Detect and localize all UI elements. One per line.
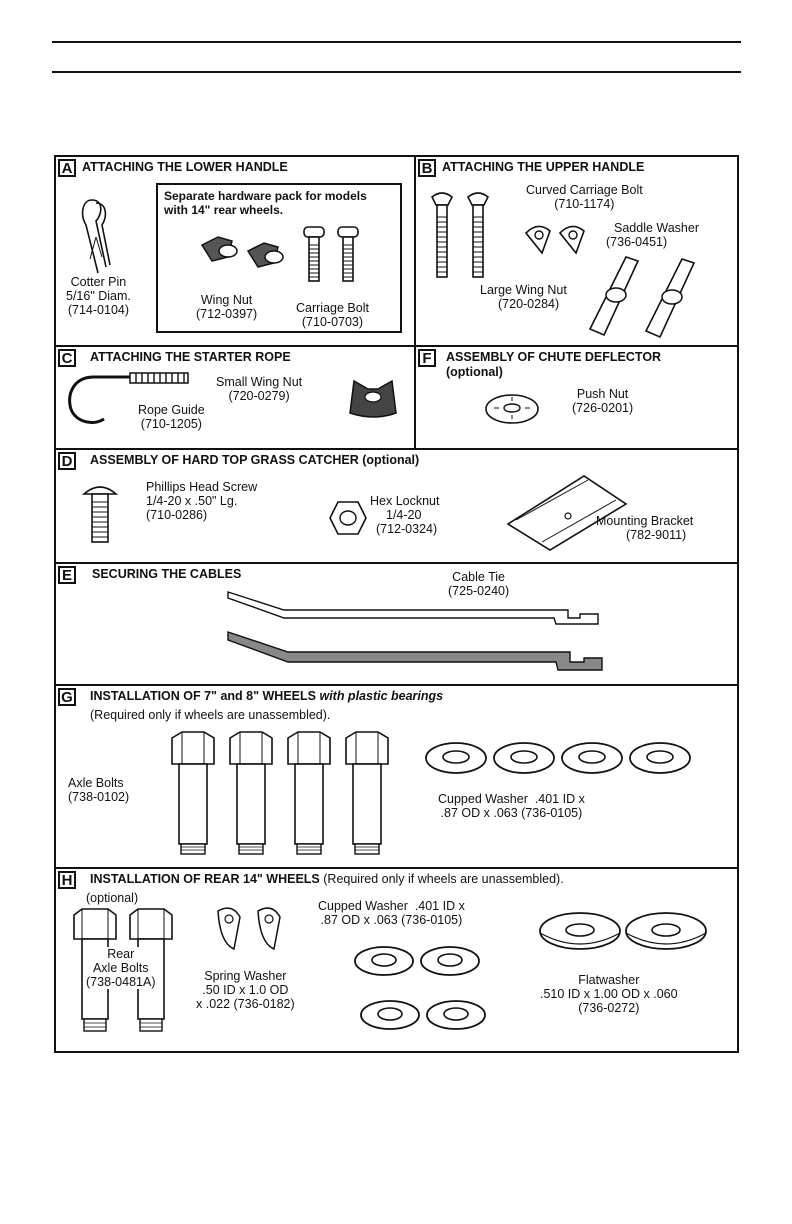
saddle-washer-drawing: [522, 219, 592, 259]
cable-tie-label: Cable Tie (725-0240): [448, 570, 510, 598]
small-wing-nut-drawing: [344, 373, 404, 423]
carriage-bolt-drawing: [300, 223, 370, 287]
panel-c-title: ATTACHING THE STARTER ROPE: [90, 350, 291, 364]
panel-f-subtitle: (optional): [446, 365, 503, 379]
mounting-bracket-pn: (782-9011): [626, 528, 687, 542]
flatwasher-label: Flatwasher .510 ID x 1.00 OD x .060 (736-0272): [540, 973, 678, 1015]
axle-bolts-drawing: [168, 732, 388, 860]
phillips-screw-drawing: [80, 480, 120, 546]
cable-tie-drawing: [224, 588, 614, 678]
cotter-pin-label: Cotter Pin 5/16" Diam. (714-0104): [66, 275, 131, 317]
large-wing-nut-label: Large Wing Nut: [480, 283, 567, 297]
phillips-screw-label: Phillips Head Screw 1/4-20 x .50" Lg. (710-0286): [146, 480, 258, 522]
hex-locknut-size: 1/4-20: [386, 508, 422, 522]
panel-g-subtitle: (Required only if wheels are unassembled).: [90, 708, 331, 722]
panel-g-title-italic: with plastic bearings: [319, 689, 444, 703]
panel-h-title: [90, 872, 564, 886]
wing-nut-drawing: [198, 227, 298, 277]
panel-a: [56, 157, 416, 347]
panel-g: [56, 686, 737, 869]
panel-e: [56, 564, 737, 686]
large-wing-nut-drawing: [586, 249, 736, 339]
large-wing-nut-pn: (720-0284): [498, 297, 560, 311]
push-nut-drawing: [484, 391, 544, 427]
curved-carriage-bolt-drawing: [428, 187, 498, 283]
panel-g-letter: G: [58, 688, 76, 706]
panel-h-optional: (optional): [86, 891, 139, 905]
panel-b: [416, 157, 737, 347]
hex-locknut-label: Hex Locknut: [370, 494, 440, 508]
hex-locknut-drawing: [328, 498, 368, 538]
rear-axle-bolts-label: Rear Axle Bolts (738-0481A): [86, 947, 156, 989]
flatwashers-drawing: [538, 907, 718, 959]
inset-hardware-pack: [156, 183, 402, 333]
spring-washers-drawing: [212, 903, 292, 959]
panel-c: [56, 347, 416, 450]
panel-h-letter: H: [58, 871, 76, 889]
panel-g-title-main: INSTALLATION OF 7" and 8" WHEELS: [90, 689, 316, 703]
panel-b-title: ATTACHING THE UPPER HANDLE: [442, 160, 645, 174]
panel-b-letter: B: [418, 159, 436, 177]
small-wing-nut-label: Small Wing Nut (720-0279): [216, 375, 303, 403]
panel-c-letter: C: [58, 349, 76, 367]
panel-f-title: ASSEMBLY OF CHUTE DEFLECTOR: [446, 350, 662, 364]
panel-d: [56, 450, 737, 564]
hex-locknut-pn: (712-0324): [376, 522, 438, 536]
panel-f-letter: F: [418, 349, 436, 367]
mounting-bracket-drawing: [502, 470, 632, 550]
second-rule: [52, 71, 741, 73]
wing-nut-label: Wing Nut (712-0397): [196, 293, 258, 321]
cotter-pin-drawing: [72, 195, 132, 275]
curved-carriage-bolt-label: Curved Carriage Bolt (710-1174): [526, 183, 643, 211]
h-cupped-washers-drawing: [354, 945, 494, 1045]
top-rule: [52, 41, 741, 43]
panel-h-title-main: INSTALLATION OF REAR 14" WHEELS: [90, 872, 320, 886]
panel-h: [56, 869, 737, 1051]
panel-a-title: ATTACHING THE LOWER HANDLE: [82, 160, 288, 174]
cupped-washers-drawing: [426, 740, 696, 780]
saddle-washer-label: Saddle Washer: [614, 221, 699, 235]
panel-d-title: ASSEMBLY OF HARD TOP GRASS CATCHER (optional): [90, 453, 420, 467]
saddle-washer-pn: (736-0451): [606, 235, 668, 249]
panel-f: [416, 347, 737, 450]
spring-washer-label: Spring Washer .50 ID x 1.0 OD x .022 (736-0182): [196, 969, 295, 1011]
mounting-bracket-label: Mounting Bracket: [596, 514, 694, 528]
panel-e-title: SECURING THE CABLES: [92, 567, 242, 581]
h-cupped-washer-label: Cupped Washer .401 ID x .87 OD x .063 (736-0105): [318, 899, 465, 927]
panel-h-title-rest: (Required only if wheels are unassembled).: [323, 872, 564, 886]
push-nut-label: Push Nut (726-0201): [572, 387, 634, 415]
panel-g-title: [90, 689, 443, 703]
cupped-washer-label: Cupped Washer .401 ID x .87 OD x .063 (736-0105): [438, 792, 585, 820]
hardware-sheet: [54, 155, 739, 1053]
panel-d-letter: D: [58, 452, 76, 470]
axle-bolts-label: Axle Bolts (738-0102): [68, 776, 130, 804]
panel-a-letter: A: [58, 159, 76, 177]
rope-guide-label: Rope Guide (710-1205): [138, 403, 205, 431]
inset-note: Separate hardware pack for models with 14" rear wheels.: [164, 189, 367, 217]
carriage-bolt-label: Carriage Bolt (710-0703): [296, 301, 369, 329]
panel-e-letter: E: [58, 566, 76, 584]
